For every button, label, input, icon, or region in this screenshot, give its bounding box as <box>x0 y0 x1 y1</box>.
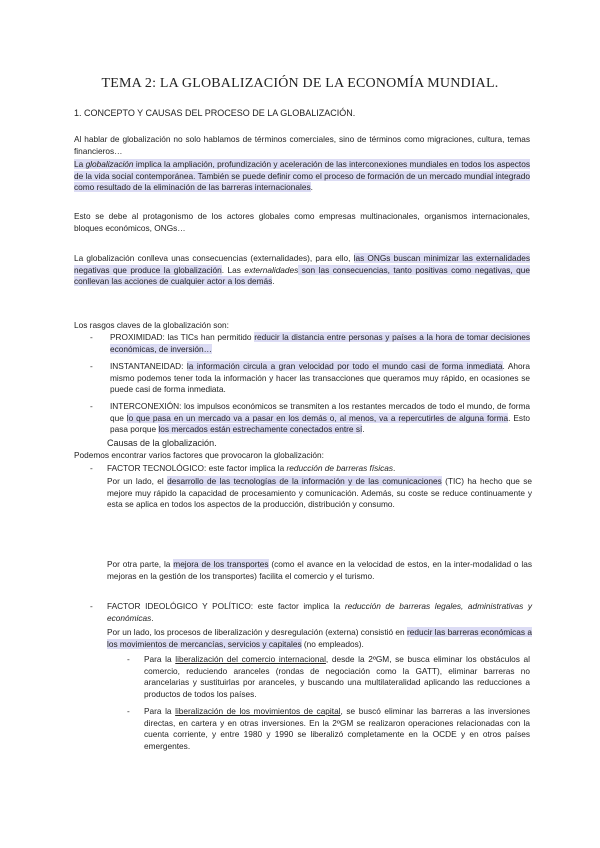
bullet-dash: - <box>127 654 130 664</box>
text-span: . Ahora mismo podemos tener toda la información y hacer las transacciones que queramos muy rápido, en ocasiones se puede casi de forma inmediata. <box>110 361 530 395</box>
document-title: TEMA 2: LA GLOBALIZACIÓN DE LA ECONOMÍA MUNDIAL. <box>101 76 499 91</box>
highlight-definition-2: . También se puede definir como el proceso de formación de un mercado mundial integrado como resultado de la eliminación de las barreras internacionales <box>74 170 531 193</box>
text-span: FACTOR IDEOLÓGICO Y POLÍTICO: este factor implica la <box>107 601 345 611</box>
sub-movimientos-capital <box>144 706 530 753</box>
term-barreras-legales: reducción de barreras legales, administrativas y económicas <box>107 601 532 623</box>
text-span: FACTOR TECNOLÓGICO: este factor implica la <box>107 463 287 473</box>
tec-paragraph-transportes <box>107 559 532 582</box>
text-span: Por un lado, el <box>107 476 168 486</box>
rasgo-instantaneidad <box>110 361 530 396</box>
highlight-barreras-economicas: reducir las barreras económicas a los movimientos de mercancías, servicios y capitales <box>107 627 532 649</box>
bullet-dash: - <box>90 463 93 473</box>
causas-intro: Podemos encontrar varios factores que provocaron la globalización: <box>74 450 324 460</box>
text-span: INTERCONEXIÓN: los impulsos económicos se transmiten a los restantes mercados de todo el mundo, de forma que <box>110 401 530 423</box>
ideo-paragraph-liberalizacion <box>107 627 532 650</box>
highlight-ongs: las ONGs buscan minimizar las externalidades negativas que produce la globalización <box>74 253 530 275</box>
text-span: Por otra parte, la <box>107 559 174 569</box>
text-span: . Esto pasa porque <box>110 412 531 435</box>
text-span: . <box>310 182 313 193</box>
paragraph-definition <box>74 159 530 194</box>
text-span: La globalización conlleva unas consecuencias (externalidades), para ello, <box>74 253 354 263</box>
bullet-dash: - <box>90 361 93 371</box>
highlight-tic: desarrollo de las tecnologías de la información y de las comunicaciones <box>167 476 442 486</box>
text-span: (no empleados). <box>301 638 364 649</box>
bullet-dash: - <box>127 706 130 716</box>
highlight-interconexion: lo que pasa en un mercado va a pasar en los demás o, al menos, va a repercutirles de alguna forma <box>126 412 509 423</box>
factor-ideologico <box>107 601 532 624</box>
tec-paragraph-tic <box>107 476 532 511</box>
section-heading: 1. CONCEPTO Y CAUSAS DEL PROCESO DE LA GLOBALIZACIÓN. <box>74 108 356 118</box>
text-span: . <box>362 424 365 435</box>
text-span: . Las <box>221 264 245 275</box>
bullet-dash: - <box>90 601 93 611</box>
text-span: , se buscó eliminar las barreras a las inversiones directas, en cartera y en otras inversiones. En la 2ºGM se realizaron operaciones relacionadas con la cuenta corriente, y entre 1980 y 1990 se liberalizó completamente en la OCDE y en otros países emergentes. <box>144 706 530 752</box>
highlight-mercados: los mercados están estrechamente conectados entre sí <box>158 424 363 435</box>
text-span: INSTANTANEIDAD: <box>110 361 187 371</box>
text-span: Para la <box>144 654 176 664</box>
underline-capital: liberalización de los movimientos de capital <box>175 706 341 716</box>
highlight-externalidades: son las consecuencias, tanto positivas como negativas, que conllevan las acciones de cualquier actor a los demás <box>74 264 530 287</box>
bullet-dash: - <box>90 401 93 411</box>
rasgo-proximidad <box>110 332 530 355</box>
factor-tecnologico <box>107 463 532 475</box>
text-span: (TIC) ha hecho que se mejore muy rápido la capacidad de procesamiento y comunicación. Además, su coste se reduce continuamente y esta se aplica en todos los aspectos de la producción, distribución y consumo. <box>107 476 533 510</box>
term-barreras-fisicas: reducción de barreras físicas <box>286 463 394 473</box>
paragraph-consequences <box>74 253 530 288</box>
text-span: . <box>272 276 275 287</box>
term-globalizacion: globalización <box>85 159 134 169</box>
highlight-proximidad: reducir la distancia entre personas y países a la hora de tomar decisiones económicas, de inversión… <box>110 332 530 354</box>
text-span: . <box>151 612 154 623</box>
text-span: PROXIMIDAD: las TICs han permitido <box>110 332 255 342</box>
text-span: (como el avance en la velocidad de estos, en la inter-modalidad o las mejoras en la gestión de los transportes) facilita el comercio y el turismo. <box>107 559 532 581</box>
paragraph-actors: Esto se debe al protagonismo de los actores globales como empresas multinacionales, organismos internacionales, bloques económicos, ONGs… <box>74 211 530 233</box>
highlight-transportes: mejora de los transportes <box>173 559 269 569</box>
rasgos-intro: Los rasgos claves de la globalización son: <box>74 320 229 330</box>
rasgo-interconexion <box>110 401 530 436</box>
text-span: Por un lado, los procesos de liberalización y desregulación (externa) consistió en <box>107 627 407 637</box>
bullet-dash: - <box>90 332 93 342</box>
paragraph-intro: Al hablar de globalización no solo hablamos de términos comerciales, sino de términos como migraciones, cultura, temas financieros… <box>74 134 530 156</box>
text-span: Para la <box>144 706 176 716</box>
text-span: . <box>393 463 396 473</box>
highlight-definition: implica la ampliación, profundización y aceleración de las interconexiones mundiales en todos los aspectos de la vida social contemporánea <box>74 159 530 181</box>
term-externalidades: externalidades <box>244 264 299 275</box>
underline-comercio: liberalización del comercio internacional <box>175 654 326 664</box>
text-span: , desde la 2ºGM, se busca eliminar los obstáculos al comercio, reduciendo aranceles (rondas de negociación como la GATT), eliminar barreras no arancelarias y sustituirlas por aranceles, y buscando una multilateralidad aplicando las reducciones a productos de todos los países. <box>144 654 531 700</box>
causas-heading: Causas de la globalización. <box>107 438 217 448</box>
text-span: La <box>74 159 86 169</box>
sub-comercio-internacional <box>144 654 530 701</box>
highlight-instantaneidad: la información circula a gran velocidad por todo el mundo casi de forma inmediata <box>186 361 503 371</box>
